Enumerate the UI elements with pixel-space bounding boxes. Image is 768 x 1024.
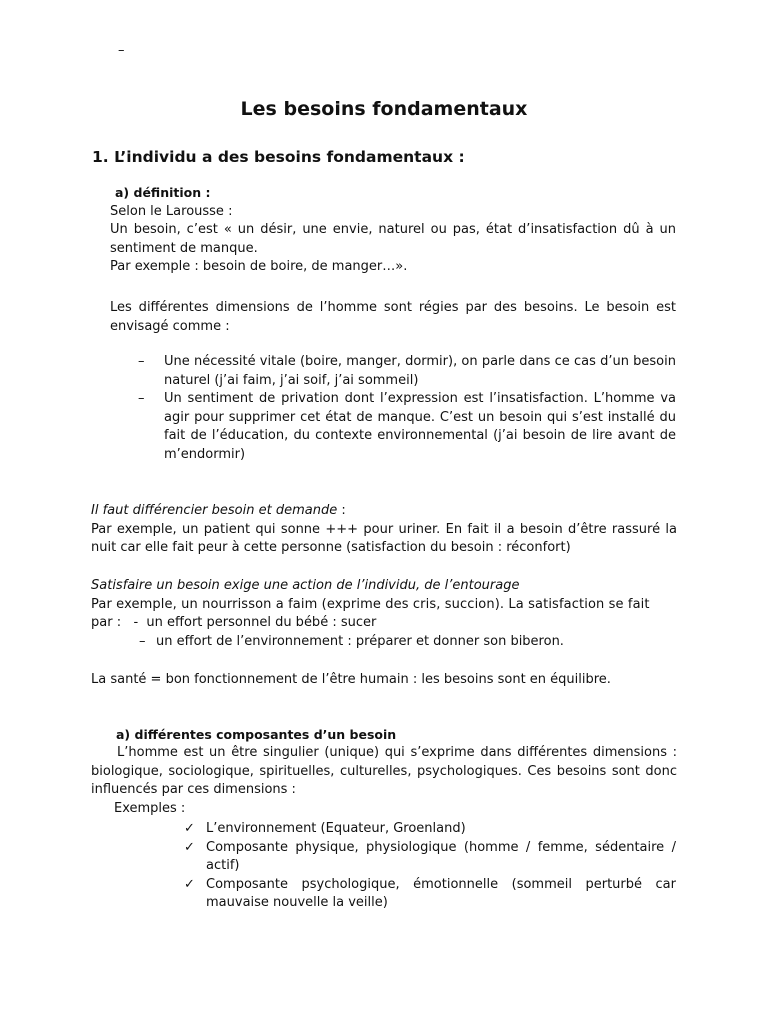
list-item xyxy=(110,353,676,390)
satisfy-heading: Satisfaire un besoin exige une action de l’individu, de l’entourage xyxy=(91,578,520,593)
header-dash: – xyxy=(118,43,125,58)
definition-text: Un besoin, c’est « un désir, une envie, naturel ou pas, état d’insatisfaction dû à un sentiment de manque. xyxy=(110,222,676,256)
heading-colon: : xyxy=(337,503,346,518)
satisfy-line-1: Par exemple, un nourrisson a faim (exprime des cris, succion). La satisfaction se fait xyxy=(91,596,650,612)
checkmark-icon: ✓ xyxy=(184,821,195,836)
list-item xyxy=(184,876,676,913)
list-item-text: Une nécessité vitale (boire, manger, dormir), on parle dans ce cas d’un besoin naturel (j’ai faim, j’ai soif, j’ai sommeil) xyxy=(164,354,676,388)
satisfy-line-3 xyxy=(91,633,677,652)
examples-label: Exemples : xyxy=(114,801,186,816)
section-heading-1: 1. L’individu a des besoins fondamentaux : xyxy=(92,148,465,166)
components-check-list xyxy=(184,820,676,913)
need-bullet-list xyxy=(110,353,676,464)
list-item-text: Composante psychologique, émotionnelle (sommeil perturbé car mauvaise nouvelle la veille) xyxy=(206,876,676,910)
satisfy-need-block xyxy=(91,577,677,651)
list-item xyxy=(184,820,676,839)
dimensions-paragraph: Les différentes dimensions de l’homme sont régies par des besoins. Le besoin est envisagé comme : xyxy=(110,300,676,334)
definition-block xyxy=(110,184,676,277)
satisfy-line-3-text: un effort de l’environnement : préparer et donner son biberon. xyxy=(156,633,564,649)
larousse-label: Selon le Larousse : xyxy=(110,203,233,219)
checkmark-icon: ✓ xyxy=(184,839,195,855)
satisfy-line-2: par : - un effort personnel du bébé : sucer xyxy=(91,615,377,630)
need-vs-demand xyxy=(91,502,677,558)
dash-bullet: – xyxy=(138,391,145,406)
list-item-text: L’environnement (Equateur, Groenland) xyxy=(206,821,466,836)
health-definition: La santé = bon fonctionnement de l’être humain : les besoins sont en équilibre. xyxy=(91,672,611,687)
definition-example: Par exemple : besoin de boire, de manger…». xyxy=(110,259,408,274)
page-title: Les besoins fondamentaux xyxy=(240,98,528,120)
list-item-text: Un sentiment de privation dont l’expression est l’insatisfaction. L’homme va agir pour supprimer cet état de manque. C’est un besoin qui s’est installé du fait de l’éducation, du contexte environnemental (j’ai besoin de lire avant de m’endormir) xyxy=(164,391,676,462)
list-item xyxy=(184,839,676,876)
checkmark-icon: ✓ xyxy=(184,876,195,892)
list-item xyxy=(110,390,676,464)
section-heading-components: a) différentes composantes d’un besoin xyxy=(116,727,397,742)
dash-bullet: – xyxy=(138,354,145,369)
components-intro: L’homme est un être singulier (unique) qui s’exprime dans différentes dimensions : biologique, sociologique, spirituelles, culturelles, psychologiques. Ces besoins sont donc influencés par ces dimensions : xyxy=(91,745,677,797)
list-item-text: Composante physique, physiologique (homme / femme, sédentaire / actif) xyxy=(206,839,676,873)
need-vs-demand-text: Par exemple, un patient qui sonne +++ pour uriner. En fait il a besoin d’être rassuré la nuit car elle fait peur à cette personne (satisfaction du besoin : réconfort) xyxy=(91,521,677,555)
dash-bullet: – xyxy=(139,633,146,649)
definition-heading: a) définition : xyxy=(115,185,211,200)
need-vs-demand-heading: Il faut différencier besoin et demande xyxy=(91,503,338,518)
